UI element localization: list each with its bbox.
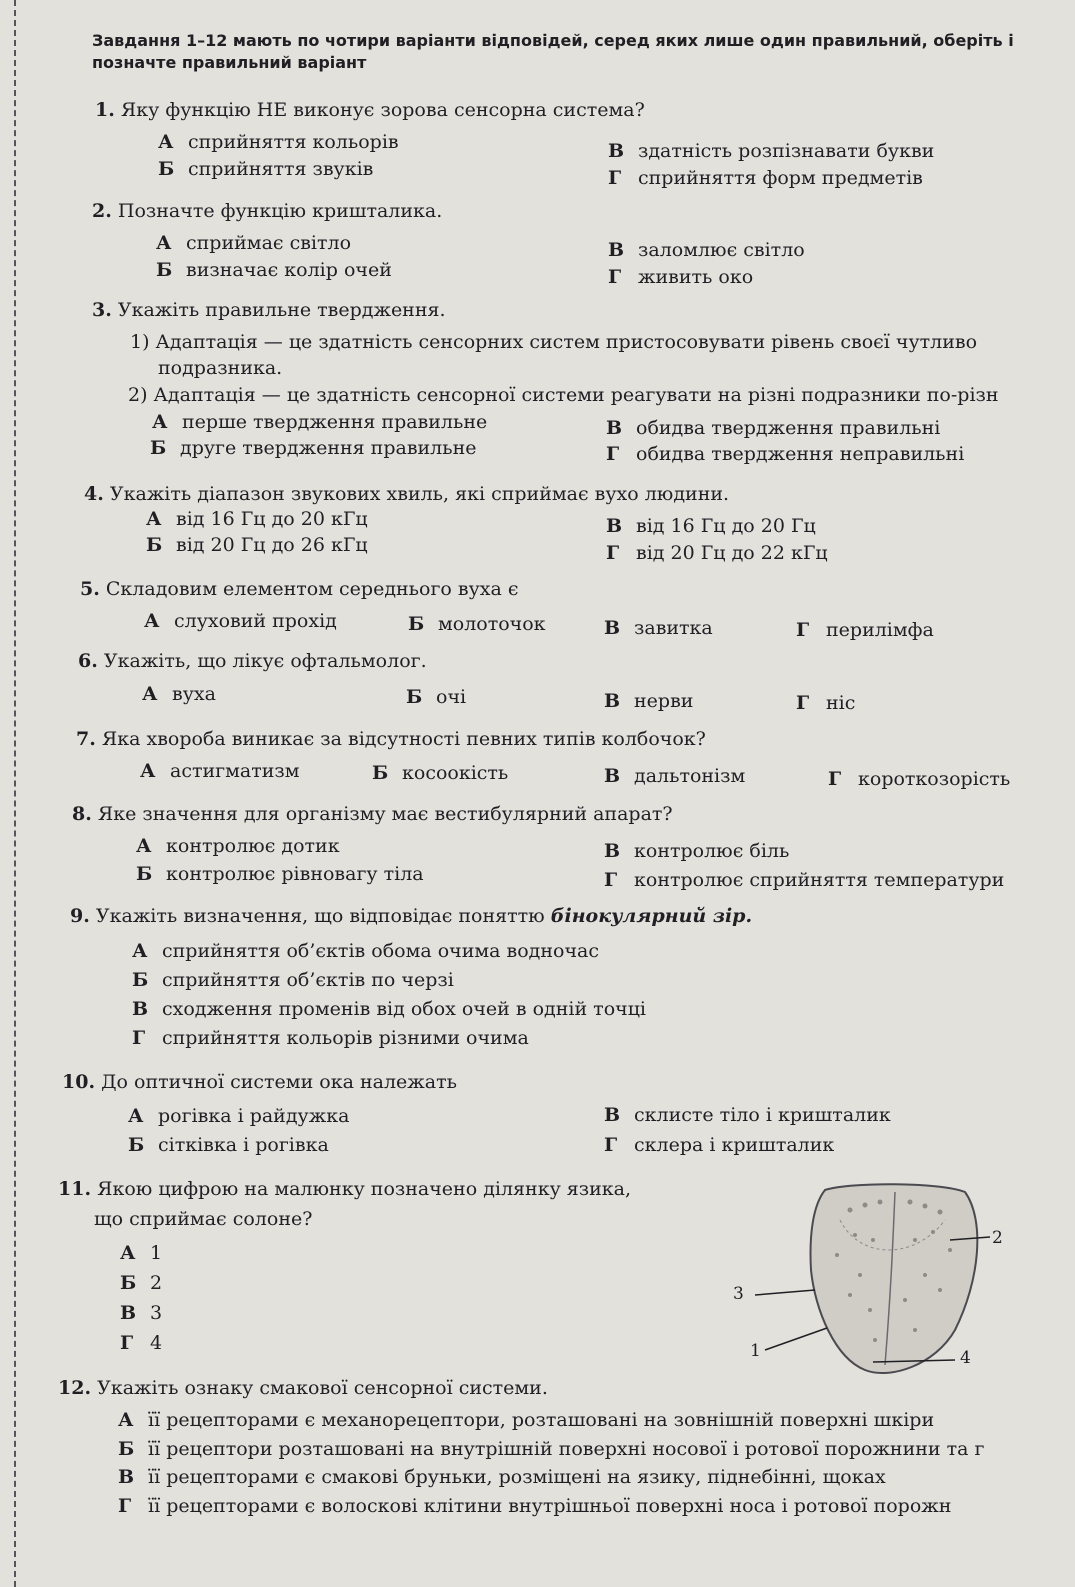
option-10a[interactable]	[128, 1105, 349, 1127]
option-8b[interactable]	[136, 863, 424, 885]
question-number: 6.	[78, 650, 98, 672]
option-5g[interactable]	[796, 619, 934, 641]
option-letter: Г	[118, 1495, 132, 1517]
option-letter: В	[118, 1466, 135, 1488]
question-number: 10.	[62, 1071, 96, 1093]
option-letter: В	[608, 140, 625, 162]
option-letter: В	[604, 765, 621, 787]
option-letter: А	[140, 760, 156, 782]
option-letter: Б	[156, 259, 173, 281]
pointer-line-3	[755, 1290, 815, 1295]
question-11	[58, 1178, 631, 1200]
option-letter: А	[118, 1409, 134, 1431]
question-8	[72, 803, 673, 825]
pointer-line-1	[765, 1328, 827, 1350]
option-text: склера і кришталик	[634, 1134, 835, 1156]
option-3v[interactable]	[606, 417, 940, 439]
question-text: Якою цифрою на малюнку позначено ділянку язика,	[97, 1178, 632, 1200]
question-10	[62, 1071, 457, 1093]
option-7a[interactable]	[140, 760, 300, 782]
option-1v[interactable]	[608, 140, 934, 162]
option-letter: В	[604, 617, 621, 639]
option-text: сходження променів від обох очей в одній точці	[162, 998, 646, 1020]
option-letter: Б	[150, 437, 167, 459]
option-7g[interactable]	[828, 768, 1010, 790]
option-text: її рецепторами є механорецептори, розташовані на зовнішній поверхні шкіри	[148, 1409, 935, 1431]
option-letter: Б	[132, 969, 149, 991]
option-text: її рецептори розташовані на внутрішній поверхні носової і ротової порожнини та г	[148, 1438, 985, 1460]
option-letter: В	[606, 417, 623, 439]
option-text: сприйняття кольорів	[188, 131, 399, 153]
option-letter: Б	[128, 1134, 145, 1156]
option-text: вуха	[172, 683, 216, 705]
question-6	[78, 650, 427, 672]
option-8v[interactable]	[604, 840, 789, 862]
option-text: 4	[150, 1332, 163, 1354]
option-letter: А	[152, 411, 168, 433]
option-3a[interactable]	[152, 411, 487, 433]
option-text: сприйняття кольорів різними очима	[162, 1027, 529, 1049]
option-2b[interactable]	[156, 259, 392, 281]
question-text: Позначте функцію кришталика.	[117, 200, 443, 222]
option-4a[interactable]	[146, 508, 368, 530]
question-1	[95, 99, 645, 121]
option-letter: Б	[146, 534, 163, 556]
option-letter: Г	[608, 167, 622, 189]
option-text: від 20 Гц до 22 кГц	[636, 542, 828, 564]
question-term: бінокулярний зір.	[550, 905, 753, 927]
option-text: 1	[150, 1242, 163, 1264]
question-text: Яку функцію НЕ виконує зорова сенсорна система?	[120, 99, 645, 121]
option-text: астигматизм	[170, 760, 300, 782]
option-text: від 20 Гц до 26 кГц	[176, 534, 368, 556]
option-text: друге твердження правильне	[180, 437, 477, 459]
option-6v[interactable]	[604, 690, 693, 712]
option-letter: В	[120, 1302, 137, 1324]
option-letter: А	[132, 940, 148, 962]
question-number: 3.	[92, 299, 112, 321]
option-text: заломлює світло	[638, 239, 805, 261]
option-12a[interactable]	[118, 1409, 934, 1431]
option-text: косоокість	[402, 762, 509, 784]
tongue-diagram	[755, 1180, 1055, 1400]
option-letter: В	[606, 515, 623, 537]
option-text: її рецепторами є волоскові клітини внутрішньої поверхні носа і ротової порожн	[148, 1495, 952, 1517]
option-5a[interactable]	[144, 610, 337, 632]
option-3g[interactable]	[606, 443, 964, 465]
figure-label-1: 1	[750, 1341, 761, 1361]
option-8a[interactable]	[136, 835, 340, 857]
option-text: здатність розпізнавати букви	[638, 140, 935, 162]
question-3	[92, 299, 446, 321]
option-letter: Г	[606, 443, 620, 465]
option-letter: Б	[118, 1438, 135, 1460]
question-4	[84, 483, 729, 505]
question-text: Укажіть визначення, що відповідає поняттю	[95, 905, 551, 927]
question-text: Укажіть правильне твердження.	[117, 299, 446, 321]
option-1g[interactable]	[608, 167, 923, 189]
option-12v[interactable]	[118, 1466, 886, 1488]
question-number: 11.	[58, 1178, 92, 1200]
option-10b[interactable]	[128, 1134, 329, 1156]
option-text: очі	[436, 686, 467, 708]
option-text: перше твердження правильне	[182, 411, 488, 433]
question-5	[80, 578, 519, 600]
option-text: дальтонізм	[634, 765, 746, 787]
option-8g[interactable]	[604, 869, 1004, 891]
option-letter: Г	[604, 1134, 618, 1156]
option-letter: Г	[796, 692, 810, 714]
question-number: 4.	[84, 483, 104, 505]
option-letter: Г	[120, 1332, 134, 1354]
option-letter: Г	[828, 768, 842, 790]
option-6g[interactable]	[796, 692, 855, 714]
question-text: Складовим елементом середнього вуха є	[105, 578, 519, 600]
cut-line	[14, 0, 16, 1587]
option-3b[interactable]	[150, 437, 477, 459]
option-letter: А	[156, 232, 172, 254]
statement-1-cont: подразника.	[158, 357, 283, 379]
option-letter: В	[604, 840, 621, 862]
statement-1: 1) Адаптація — це здатність сенсорних систем пристосовувати рівень своєї чутливо	[130, 331, 978, 353]
option-letter: А	[142, 683, 158, 705]
option-text: контролює дотик	[166, 835, 340, 857]
task-instructions: Завдання 1–12 мають по чотири варіанти відповідей, серед яких лише один правильний, оберіть і позначте правильний варіант	[92, 31, 1014, 72]
option-text: контролює сприйняття температури	[634, 869, 1005, 891]
option-letter: Г	[132, 1027, 146, 1049]
option-text: сприйняття звуків	[188, 158, 374, 180]
option-text: сприйняття об’єктів по черзі	[162, 969, 454, 991]
option-text: обидва твердження неправильні	[636, 443, 965, 465]
option-text: визначає колір очей	[186, 259, 392, 281]
question-11-cont: що сприймає солоне?	[94, 1208, 313, 1230]
question-text: Укажіть ознаку смакової сенсорної системи.	[97, 1377, 548, 1399]
option-11a[interactable]	[120, 1242, 162, 1264]
option-6b[interactable]	[406, 686, 466, 708]
option-text: контролює біль	[634, 840, 790, 862]
option-letter: Б	[136, 863, 153, 885]
option-11g[interactable]	[120, 1332, 162, 1354]
option-4v[interactable]	[606, 515, 816, 537]
option-text: склисте тіло і кришталик	[634, 1104, 891, 1126]
option-1b[interactable]	[158, 158, 373, 180]
option-letter: А	[146, 508, 162, 530]
option-letter: Б	[120, 1272, 137, 1294]
option-text: перилімфа	[826, 619, 934, 641]
option-letter: Б	[158, 158, 175, 180]
option-text: нерви	[634, 690, 694, 712]
question-2	[92, 200, 442, 222]
option-2g[interactable]	[608, 266, 753, 288]
question-number: 9.	[70, 905, 90, 927]
option-4b[interactable]	[146, 534, 368, 556]
option-9g[interactable]	[132, 1027, 529, 1049]
option-letter: В	[608, 239, 625, 261]
option-text: від 16 Гц до 20 Гц	[636, 515, 816, 537]
option-text: сітківка і рогівка	[158, 1134, 329, 1156]
option-letter: Б	[406, 686, 423, 708]
option-letter: А	[158, 131, 174, 153]
option-9a[interactable]	[132, 940, 599, 962]
question-12	[58, 1377, 548, 1399]
option-letter: Г	[604, 869, 618, 891]
option-letter: А	[144, 610, 160, 632]
question-text: Яка хвороба виникає за відсутності певних типів колбочок?	[101, 728, 706, 750]
question-number: 12.	[58, 1377, 92, 1399]
option-5v[interactable]	[604, 617, 713, 639]
option-text: живить око	[638, 266, 754, 288]
option-5b[interactable]	[408, 613, 546, 635]
option-7v[interactable]	[604, 765, 745, 787]
option-letter: А	[120, 1242, 136, 1264]
option-letter: В	[604, 690, 621, 712]
option-10v[interactable]	[604, 1104, 891, 1126]
option-6a[interactable]	[142, 683, 216, 705]
option-1a[interactable]	[158, 131, 399, 153]
question-9	[70, 905, 752, 927]
figure-label-2: 2	[992, 1228, 1003, 1248]
option-12g[interactable]	[118, 1495, 951, 1517]
question-text: Укажіть, що лікує офтальмолог.	[103, 650, 427, 672]
question-number: 2.	[92, 200, 112, 222]
option-letter: Б	[372, 762, 389, 784]
option-text: сприймає світло	[186, 232, 352, 254]
option-letter: Б	[408, 613, 425, 635]
option-letter: А	[136, 835, 152, 857]
option-text: завитка	[634, 617, 713, 639]
option-2v[interactable]	[608, 239, 805, 261]
option-letter: Г	[606, 542, 620, 564]
figure-label-3: 3	[733, 1284, 744, 1304]
option-2a[interactable]	[156, 232, 351, 254]
statement-2: 2) Адаптація — це здатність сенсорної системи реагувати на різні подразники по-різн	[128, 384, 999, 406]
figure-label-4: 4	[960, 1348, 971, 1368]
question-text: Яке значення для організму має вестибулярний апарат?	[97, 803, 673, 825]
option-4g[interactable]	[606, 542, 828, 564]
question-number: 7.	[76, 728, 96, 750]
option-letter: Г	[608, 266, 622, 288]
option-7b[interactable]	[372, 762, 508, 784]
question-number: 1.	[95, 99, 115, 121]
option-text: сприйняття об’єктів обома очима водночас	[162, 940, 599, 962]
option-9v[interactable]	[132, 998, 646, 1020]
option-letter: В	[604, 1104, 621, 1126]
option-12b[interactable]	[118, 1438, 984, 1460]
option-text: ніс	[826, 692, 856, 714]
option-11v[interactable]	[120, 1302, 162, 1324]
option-text: контролює рівновагу тіла	[166, 863, 424, 885]
question-7	[76, 728, 706, 750]
option-text: обидва твердження правильні	[636, 417, 941, 439]
question-number: 8.	[72, 803, 92, 825]
option-text: слуховий прохід	[174, 610, 337, 632]
option-text: 2	[150, 1272, 163, 1294]
question-text: До оптичної системи ока належать	[101, 1071, 457, 1093]
question-number: 5.	[80, 578, 100, 600]
option-text: молоточок	[438, 613, 546, 635]
option-9b[interactable]	[132, 969, 454, 991]
option-text: сприйняття форм предметів	[638, 167, 923, 189]
option-text: 3	[150, 1302, 163, 1324]
option-text: рогівка і райдужка	[158, 1105, 350, 1127]
option-10g[interactable]	[604, 1134, 834, 1156]
question-text: Укажіть діапазон звукових хвиль, які сприймає вухо людини.	[109, 483, 730, 505]
option-text: від 16 Гц до 20 кГц	[176, 508, 368, 530]
option-text: її рецепторами є смакові бруньки, розміщені на язику, піднебінні, щоках	[148, 1466, 886, 1488]
option-letter: А	[128, 1105, 144, 1127]
option-11b[interactable]	[120, 1272, 162, 1294]
option-letter: В	[132, 998, 149, 1020]
tongue-illustration	[755, 1180, 1055, 1400]
option-text: короткозорість	[858, 768, 1011, 790]
option-letter: Г	[796, 619, 810, 641]
